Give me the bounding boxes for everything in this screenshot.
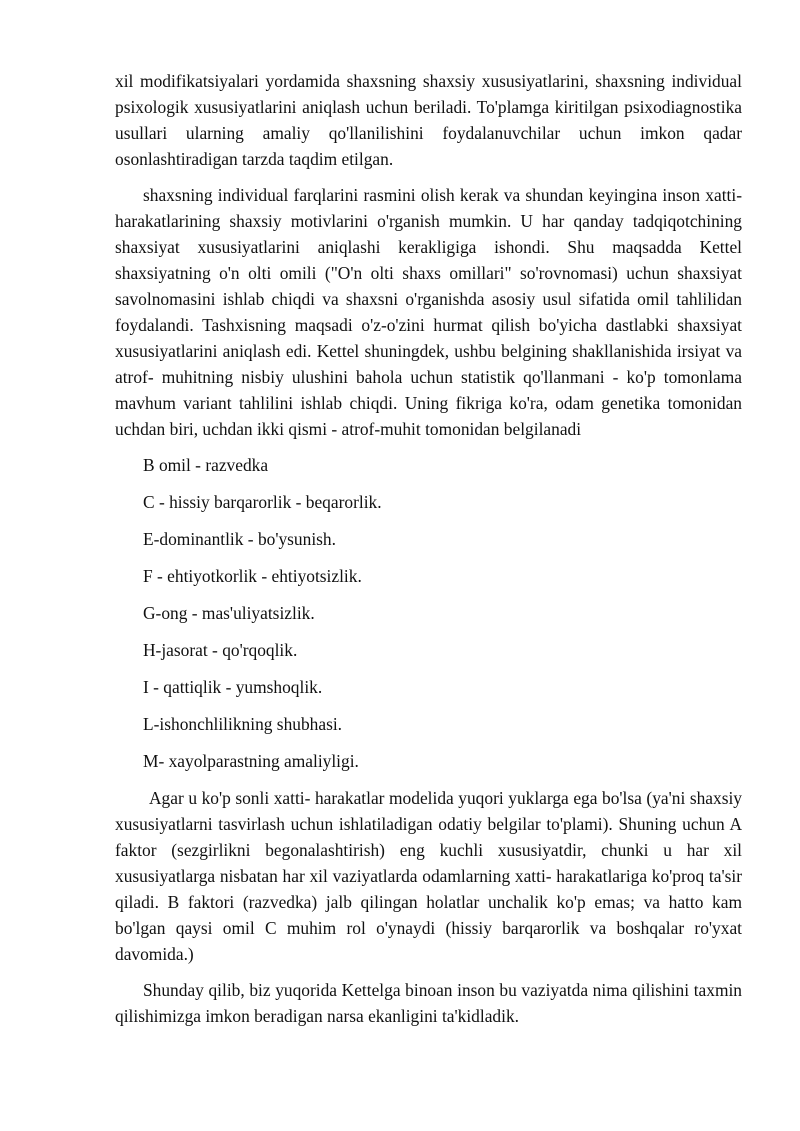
factor-item-h: H-jasorat - qo'rqoqlik. bbox=[143, 640, 298, 660]
factor-item-b: B omil - razvedka bbox=[143, 455, 269, 475]
factor-item-l: L-ishonchlilikning shubhasi. bbox=[143, 714, 343, 734]
paragraph-kettel: shaxsning individual farqlarini rasmini olish kerak va shundan keyingina inson xatti- harakatlarining shaxsiy motivlarini o'rganish mumkin. U har qanday tadqiqotchining shaxsiyat xususiyatlarini aniqlashi kerakligiga ishondi. Shu maqsadda Kettel shaxsiyatning o'n olti omili ("O'n olti shaxs omillari" so'rovnomasi) uchun shaxsiyat savolnomasini ishlab chiqdi va shaxsni o'rganishda asosiy usul sifatida omil tahlilidan foydalandi. Tashxisning maqsadi o'z-o'zini hurmat qilish bo'yicha dastlabki shaxsiyat xususiyatlarini aniqlash edi. Kettel shuningdek, ushbu belgining shakllanishida irsiyat va atrof- muhitning nisbiy ulushini bahola uchun statistik qo'llanmani - ko'p tomonlama mavhum variant tahlilini ishlab chiqdi. Uning fikriga ko'ra, odam genetika tomonidan uchdan biri, uchdan ikki qismi - atrof-muhit tomonidan belgilanadi bbox=[115, 185, 742, 439]
factor-item-f: F - ehtiyotkorlik - ehtiyotsizlik. bbox=[143, 566, 362, 586]
paragraph-factor-a: Agar u ko'p sonli xatti- harakatlar modelida yuqori yuklarga ega bo'lsa (ya'ni shaxsiy xususiyatlarni tasvirlash uchun ishlatiladigan odatiy belgilar to'plami). Shuning uchun A faktor (sezgirlikni begonalashtirish) eng kuchli xususiyatdir, chunki u har xil xususiyatlarga nisbatan har xil vaziyatlarda odamlarning xatti- harakatlariga ko'proq ta'sir qiladi. B faktori (razvedka) jalb qilingan holatlar unchalik ko'p emas; va hatto kam bo'lgan qaysi omil C muhim rol o'ynaydi (hissiy barqarorlik va boshqalar ro'yxat davomida.) bbox=[115, 788, 742, 964]
paragraph-intro: xil modifikatsiyalari yordamida shaxsning shaxsiy xususiyatlarini, shaxsning individual psixologik xususiyatlarini aniqlash uchun beriladi. To'plamga kiritilgan psixodiagnostika usullari ularning amaliy qo'llanilishini foydalanuvchilar uchun imkon qadar osonlashtiradigan tarzda taqdim etilgan. bbox=[115, 71, 742, 169]
factor-item-g: G-ong - mas'uliyatsizlik. bbox=[143, 603, 315, 623]
factor-item-m: M- xayolparastning amaliyligi. bbox=[143, 751, 359, 771]
factor-item-c: C - hissiy barqarorlik - beqarorlik. bbox=[143, 492, 382, 512]
factor-item-i: I - qattiqlik - yumshoqlik. bbox=[143, 677, 323, 697]
factor-item-e: E-dominantlik - bo'ysunish. bbox=[143, 529, 336, 549]
paragraph-conclusion: Shunday qilib, biz yuqorida Kettelga binoan inson bu vaziyatda nima qilishini taxmin qilishimizga imkon beradigan narsa ekanligini ta'kidladik. bbox=[115, 980, 742, 1026]
factor-list bbox=[115, 452, 742, 774]
document-page bbox=[115, 68, 742, 1039]
